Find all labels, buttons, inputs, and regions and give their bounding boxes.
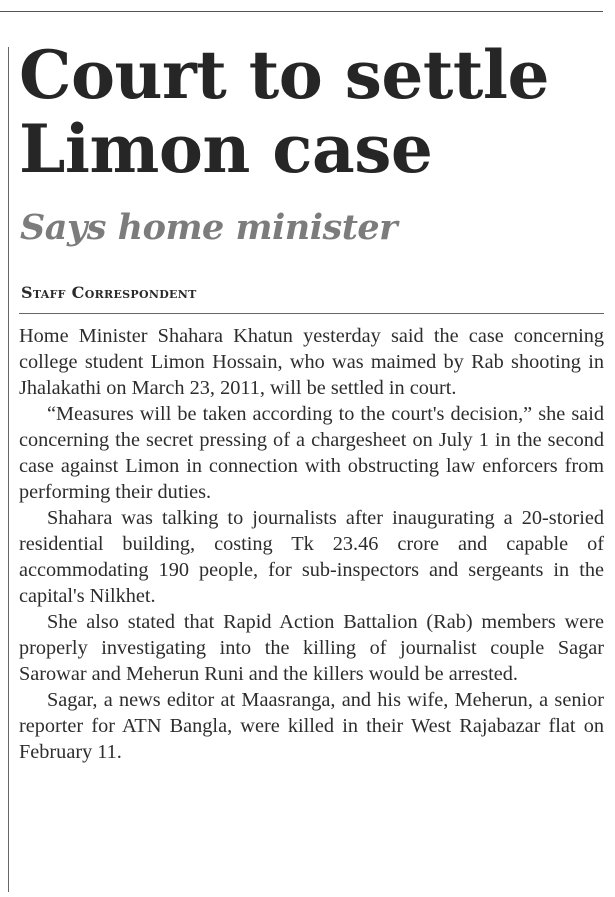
top-rule — [0, 11, 603, 12]
paragraph: Home Minister Shahara Khatun yesterday said the case concerning college student Limon Hossain, who was maimed by Rab shooting in Jhalakathi on March 23, 2011, will be settled in court. — [19, 325, 604, 399]
paragraph: Sagar, a news editor at Maasranga, and his wife, Meherun, a senior reporter for ATN Bangla, were killed in their West Rajabazar flat on February 11. — [19, 689, 604, 763]
subheadline: Says home minister — [20, 207, 398, 248]
byline-rule — [19, 313, 604, 314]
paragraph: Shahara was talking to journalists after inaugurating a 20-storied residential building, costing Tk 23.46 crore and capable of accommodating 190 people, for sub-inspectors and sergeants in the capital's Nilkhet. — [19, 507, 604, 607]
headline: Court to settle Limon case — [19, 36, 549, 188]
column-rule — [8, 47, 9, 892]
paragraph: She also stated that Rapid Action Battalion (Rab) members were properly investigating into the killing of journalist couple Sagar Sarowar and Meherun Runi and the killers would be arrested. — [19, 611, 604, 685]
article-body — [19, 323, 604, 765]
paragraph: “Measures will be taken according to the court's decision,” she said concerning the secret pressing of a chargesheet on July 1 in the second case against Limon in connection with obstructing law enforcers from performing their duties. — [19, 403, 604, 503]
byline: Staff Correspondent — [21, 283, 197, 302]
